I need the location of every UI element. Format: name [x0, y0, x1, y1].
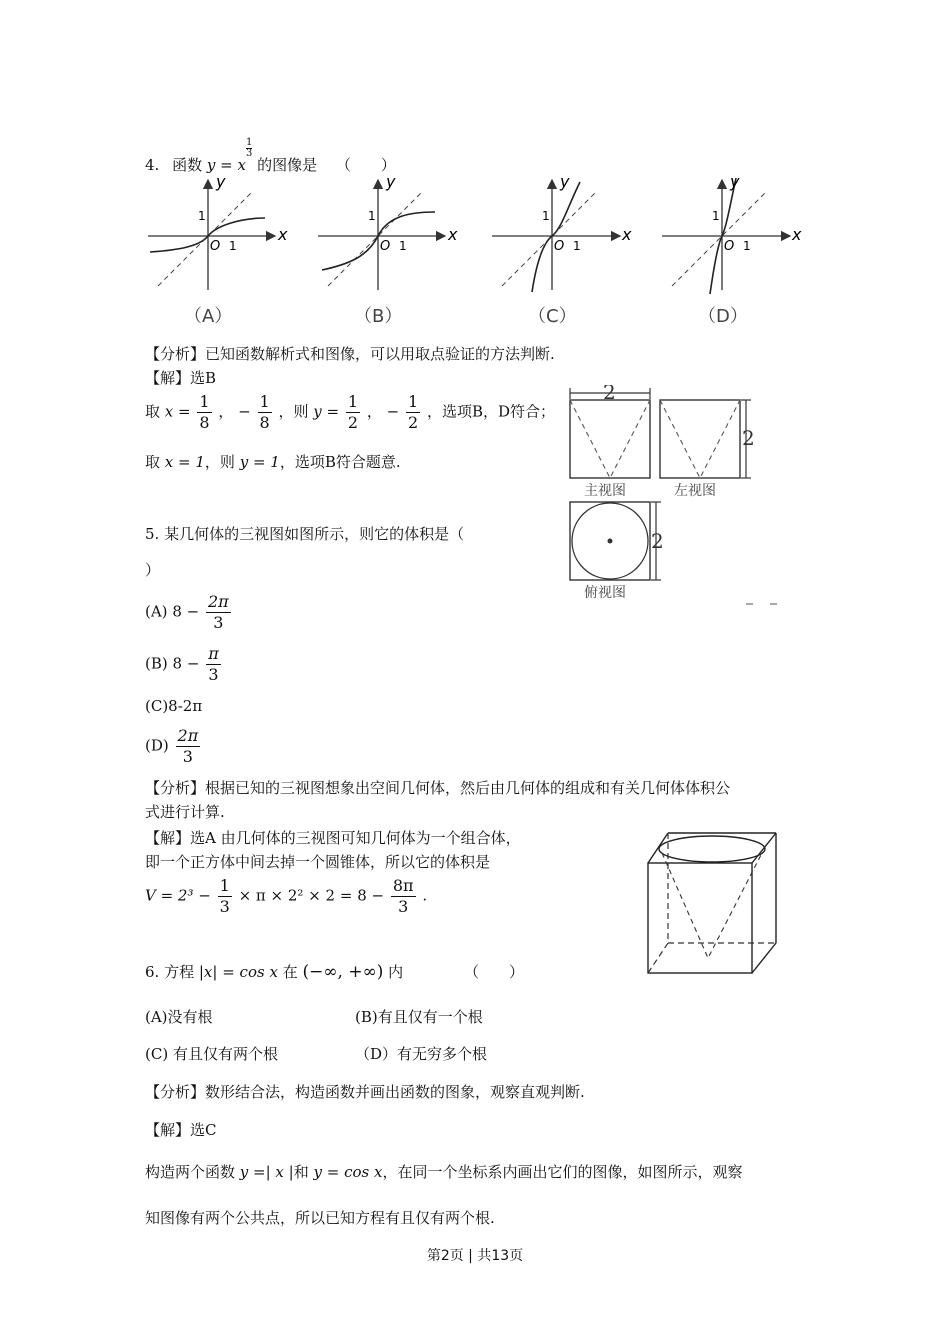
graph-d	[662, 172, 802, 327]
graph-a-tick-x: 1	[229, 239, 237, 253]
q5-opt-d-den: 3	[182, 747, 193, 766]
graph-d-label: （D）	[698, 306, 748, 327]
q5-vol-frac-1	[218, 876, 232, 917]
q4-line4-mid: ，则	[204, 453, 235, 471]
q5-opt-b-label: (B)	[145, 654, 168, 673]
q5-vol-f2-den: 3	[398, 897, 409, 916]
q5-option-d	[145, 726, 202, 767]
q4-x-eq: x =	[164, 402, 191, 421]
graph-d-x: x	[792, 225, 802, 244]
q5-option-c: (C)8-2π	[145, 697, 203, 715]
graph-a	[148, 172, 288, 327]
q6-paren: （ ）	[463, 963, 524, 981]
graph-d-origin: O	[724, 239, 735, 254]
q6-option-c: (C) 有且仅有两个根	[145, 1045, 278, 1063]
q5-vol-f1-den: 3	[219, 897, 230, 916]
q5-opt-a-den: 3	[213, 613, 224, 632]
graph-b	[318, 172, 458, 327]
graph-c-y: y	[560, 172, 570, 191]
q4-y-eq: y =	[313, 402, 340, 421]
side-view-label: 左视图	[674, 483, 716, 499]
q4-sep-2: ，	[366, 402, 382, 421]
q4-exponent	[246, 138, 252, 159]
q5-stem-end: ）	[145, 561, 161, 579]
q4-line4-y: y = 1	[239, 453, 280, 471]
graph-a-label: （A）	[184, 306, 233, 327]
q4-graphs	[140, 170, 820, 335]
q4-line4-pre: 取	[145, 453, 161, 471]
dim-label-top: 2	[603, 385, 616, 404]
q6-stem	[145, 962, 524, 982]
graph-d-tick-y: 1	[712, 209, 720, 223]
q4-stem-pre: 函数	[172, 156, 203, 174]
q4-sep-1: ，	[218, 402, 234, 421]
q5-opt-b-pre: 8 −	[172, 654, 200, 673]
front-view	[570, 400, 650, 478]
graph-c-tick-x: 1	[573, 239, 581, 253]
q4-frac-1-2	[346, 392, 360, 433]
graph-b-label: （B）	[354, 306, 403, 327]
q5-opt-d-frac	[176, 726, 201, 767]
graph-a-y: y	[216, 172, 226, 191]
q6-stem-pre: 6. 方程	[145, 963, 195, 981]
q4-frac-neg-1-8-den: 8	[259, 413, 270, 432]
q4-neg-2: −	[386, 402, 400, 421]
q6-line1-pre: 构造两个函数	[145, 1163, 236, 1181]
graph-b-y: y	[386, 172, 396, 191]
q6-fn1: y =| x |	[239, 1163, 294, 1181]
q5-analysis-1: 【分析】根据已知的三视图想象出空间几何体，然后由几何体的组成和有关几何体体积公	[145, 779, 731, 797]
q5-answer-1: 【解】选A 由几何体的三视图可知几何体为一个组合体，	[145, 829, 521, 847]
q5-answer-2: 即一个正方体中间去掉一个圆锥体，所以它的体积是	[145, 853, 491, 871]
q4-frac-1-2-den: 2	[347, 413, 359, 432]
q4-line4	[145, 452, 401, 472]
graph-b-tick-x: 1	[399, 239, 407, 253]
side-view	[660, 400, 740, 478]
graph-c-origin: O	[554, 239, 565, 254]
q4-line3	[145, 392, 555, 433]
q5-option-a	[145, 592, 233, 633]
q5-opt-a-label: (A)	[145, 602, 168, 621]
dim-label-side: 2	[742, 426, 755, 450]
q4-frac-neg-1-2	[406, 392, 420, 433]
q4-stem-post: 的图像是	[257, 156, 318, 174]
q6-analysis: 【分析】数形结合法，构造函数并画出函数的图象，观察直观判断.	[145, 1083, 585, 1101]
q5-opt-a-frac	[206, 592, 231, 633]
q5-vol-frac-2	[391, 876, 416, 917]
q4-frac-neg-1-8-num: 1	[259, 392, 270, 411]
q5-opt-a-pre: 8 −	[172, 602, 200, 621]
q5-vol-pre: V = 2³ −	[145, 886, 211, 905]
q4-exp-den: 3	[245, 148, 253, 159]
graph-a-tick-y: 1	[198, 209, 206, 223]
q6-line-1	[145, 1162, 742, 1182]
q5-vol-f1-num: 1	[219, 876, 230, 895]
q5-vol-f2-num: 8π	[392, 876, 414, 895]
graph-c-tick-y: 1	[542, 209, 550, 223]
q5-analysis-2: 式进行计算.	[145, 803, 225, 821]
graph-d-tick-x: 1	[743, 239, 751, 253]
q6-option-b: (B)有且仅有一个根	[355, 1008, 483, 1026]
q4-paren: （ ）	[335, 156, 396, 174]
q4-analysis: 【分析】已知函数解析式和图像，可以用取点验证的方法判断.	[145, 345, 555, 363]
cube-cone-diagram	[640, 825, 785, 980]
q6-line-2: 知图像有两个公共点，所以已知方程有且仅有两个根.	[145, 1209, 495, 1227]
q4-frac-neg-1-2-num: 1	[407, 392, 419, 411]
q4-frac-neg-1-2-den: 2	[407, 413, 419, 432]
q5-opt-a-num: 2π	[208, 592, 229, 611]
q6-option-a: (A)没有根	[145, 1008, 213, 1026]
q4-frac-1-2-num: 1	[347, 392, 359, 411]
q6-line1-post: ，在同一个坐标系内画出它们的图像，如图所示，观察	[382, 1163, 743, 1181]
top-view-label: 俯视图	[584, 585, 626, 601]
q5-vol-end: .	[422, 886, 428, 905]
q5-opt-d-num: 2π	[177, 726, 199, 745]
q5-opt-d-label: (D)	[145, 736, 169, 755]
q4-label: 4.	[145, 156, 160, 174]
q5-opt-b-num: π	[208, 644, 219, 663]
q4-line3-pre: 取	[145, 402, 161, 421]
three-view-diagram	[560, 385, 790, 610]
q6-line1-and: 和	[293, 1163, 309, 1181]
q4-frac-neg-1-8	[258, 392, 272, 433]
q5-option-b	[145, 644, 223, 685]
q5-stem: 5. 某几何体的三视图如图所示，则它的体积是（	[145, 525, 465, 543]
graph-c-x: x	[622, 225, 632, 244]
q4-formula: y = x	[206, 156, 246, 174]
graph-b-tick-y: 1	[368, 209, 376, 223]
page-footer: 第2页 | 共13页	[426, 1248, 524, 1264]
q4-line3-post: ，选项B，D符合；	[426, 402, 556, 421]
q4-neg-1: −	[238, 402, 251, 421]
dim-label-top-view: 2	[651, 529, 664, 553]
q4-exp-num: 1	[245, 137, 253, 148]
q5-opt-b-frac	[206, 644, 221, 685]
graph-b-x: x	[448, 225, 458, 244]
q5-opt-b-den: 3	[208, 665, 219, 684]
q6-answer: 【解】选C	[145, 1121, 217, 1139]
q4-line4-x: x = 1	[164, 453, 205, 471]
q5-vol-mid: × π × 2² × 2 = 8 −	[238, 886, 385, 905]
q6-fn2: y = cos x	[313, 1163, 383, 1181]
graph-c	[492, 172, 632, 327]
q4-frac-1-8-den: 8	[199, 413, 210, 432]
q4-frac-1-8-num: 1	[199, 392, 210, 411]
q4-frac-1-8	[197, 392, 211, 433]
q6-equation: |x| = cos x	[198, 963, 278, 981]
q4-line4-post: ，选项B符合题意.	[279, 453, 401, 471]
graph-a-origin: O	[210, 239, 221, 254]
q4-then: ，则	[278, 402, 309, 421]
front-view-label: 主视图	[584, 483, 626, 499]
q5-volume	[145, 876, 427, 917]
graph-d-y: y	[730, 172, 740, 191]
graph-b-origin: O	[380, 239, 391, 254]
q6-interval: (−∞, +∞)	[302, 962, 384, 982]
q6-stem-mid: 在	[282, 963, 298, 981]
q6-option-d: （D）有无穷多个根	[355, 1045, 488, 1063]
graph-a-x: x	[278, 225, 288, 244]
q4-answer: 【解】选B	[145, 369, 217, 387]
q6-stem-post: 内	[388, 963, 404, 981]
graph-c-label: （C）	[528, 306, 577, 327]
